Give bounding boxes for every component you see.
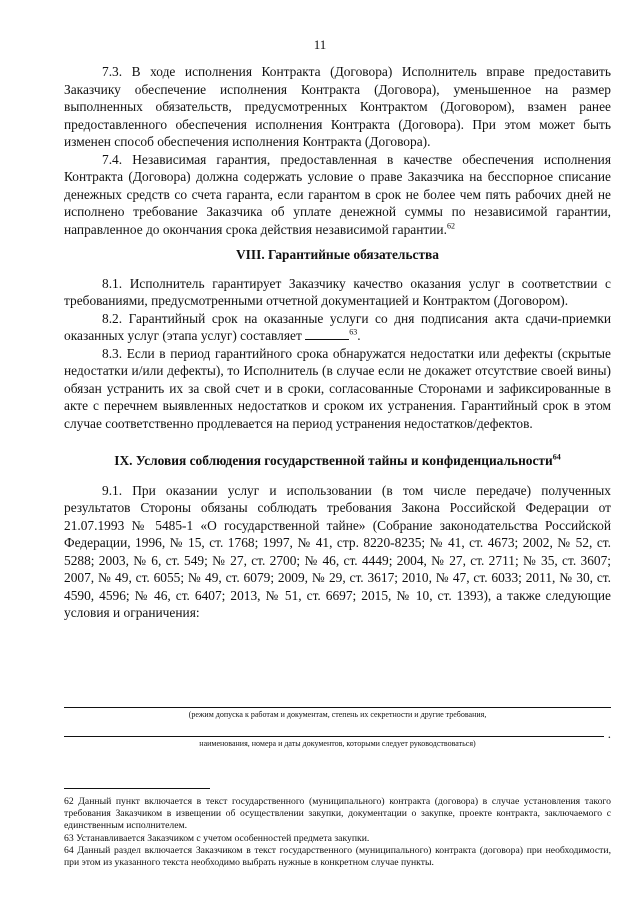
fill-line-1 <box>64 707 611 719</box>
fill-line-2-dot: . <box>607 726 611 741</box>
fill-line-2-caption: наименования, номера и даты документов, которыми следует руководствоваться) <box>199 739 476 748</box>
footnote-63: 63 Устанавливается Заказчиком с учетом особенностей предмета закупки. <box>64 832 370 844</box>
footnote-64: 64 Данный раздел включается Заказчиком в текст государственного (муниципального) контракта (договора) при необходимости, при этом из указанного текста необходимо выбрать нужные в конкретном случае пункты. <box>64 844 611 869</box>
fill-line-2-rule <box>64 736 604 737</box>
footnote-ref-63[interactable]: 63 <box>349 327 358 337</box>
paragraph-7-4-text: 7.4. Независимая гарантия, предоставленная в качестве обеспечения исполнения Контракта (Договора) должна содержать условие о праве Заказчика на бесспорное списание денежных средств со счета гаранта, если гарантом в срок не более чем пять рабочих дней не исполнено требование Заказчика об уплате денежной суммы по независимой гарантии, направленное до окончания срока действия независимой гарантии. <box>64 151 611 237</box>
footnote-62: 62 Данный пункт включается в текст государственного (муниципального) контракта (договора) в случае установления такого требования Заказчиком в извещении об осуществлении закупки, документации о закупке, проекте контракта, заключаемого с единственным исполнителем. <box>64 796 611 832</box>
paragraph-8-2-text: 8.2. Гарантийный срок на оказанные услуги со дня подписания акта сдачи-приемки оказанных услуг (этапа услуг) составляет <box>64 310 611 343</box>
fill-line-1-caption: (режим допуска к работам и документам, степень их секретности и другие требования, <box>188 710 487 719</box>
document-body <box>64 63 611 622</box>
footnotes <box>64 796 611 869</box>
footnote-ref-62[interactable]: 62 <box>446 221 455 231</box>
paragraph-7-3: 7.3. В ходе исполнения Контракта (Договора) Исполнитель вправе предоставить Заказчику обеспечение исполнения Контракта (Договора), уменьшенное на размер выполненных обязательств, предусмотренных Контрактом (Договором), взамен ранее предоставленного обеспечения исполнения Контракта (Договора). При этом может быть изменен способ обеспечения исполнения Контракта (Договора). <box>64 64 611 149</box>
paragraph-8-3: 8.3. Если в период гарантийного срока обнаружатся недостатки или дефекты (скрытые недостатки и/или дефекты), то Исполнитель (в случае если не докажет отсутствие своей вины) обязан устранить их за свой счет и в сроки, согласованные Сторонами и зафиксированные в акте с перечнем выявленных недостатков и сроком их устранения. Гарантийный срок в этом случае соответственно продлевается на период устранения недостатков/дефектов. <box>64 345 611 431</box>
section-heading-9 <box>64 452 611 470</box>
section-heading-8: VIII. Гарантийные обязательства <box>236 247 439 262</box>
page-number: 11 <box>313 37 327 52</box>
paragraph-8-2: 8.2. Гарантийный срок на оказанные услуги со дня подписания акта сдачи-приемки оказанных услуг (этапа услуг) составляет $^{63}$. <box>64 310 611 343</box>
paragraph-9-1: 9.1. При оказании услуг и использовании (в том числе передаче) полученных результатов Стороны обязаны соблюдать требования Закона Российской Федерации от 21.07.1993 № 5485-1 «О государственной тайне» (Собрание законодательства Российской Федерации, 1996, № 15, ст. 1768; 1997, № 41, стр. 8220-8235; № 41, ст. 4673; 2002, № 52, ст. 5288; 2003, № 6, ст. 549; № 27, ст. 2700; № 46, ст. 4449; 2004, № 27, ст. 2711; № 35, ст. 3607; 2007, № 49, ст. 6055; № 49, ст. 6079; 2009, № 29, ст. 3617; 2010, № 47, ст. 6033; 2011, № 30, ст. 4590, 4596; № 46, ст. 6407; 2013, № 51, ст. 6697; 2015, № 10, ст. 1393), а также следующие условия и ограничения: <box>64 482 611 620</box>
fill-line-1-rule <box>64 707 611 708</box>
paragraph-7-4 <box>64 151 611 239</box>
warranty-term-blank <box>305 329 349 340</box>
footnote-separator <box>64 788 210 789</box>
paragraph-8-1: 8.1. Исполнитель гарантирует Заказчику качество оказания услуг в соответствии с требованиями, предусмотренными отчетной документацией и Контрактом (Договором). <box>64 275 611 308</box>
section-heading-9-text: IX. Условия соблюдения государственной тайны и конфиденциальности <box>114 453 553 468</box>
fill-line-2 <box>64 726 611 748</box>
footnote-ref-64[interactable]: 64 <box>552 452 561 462</box>
